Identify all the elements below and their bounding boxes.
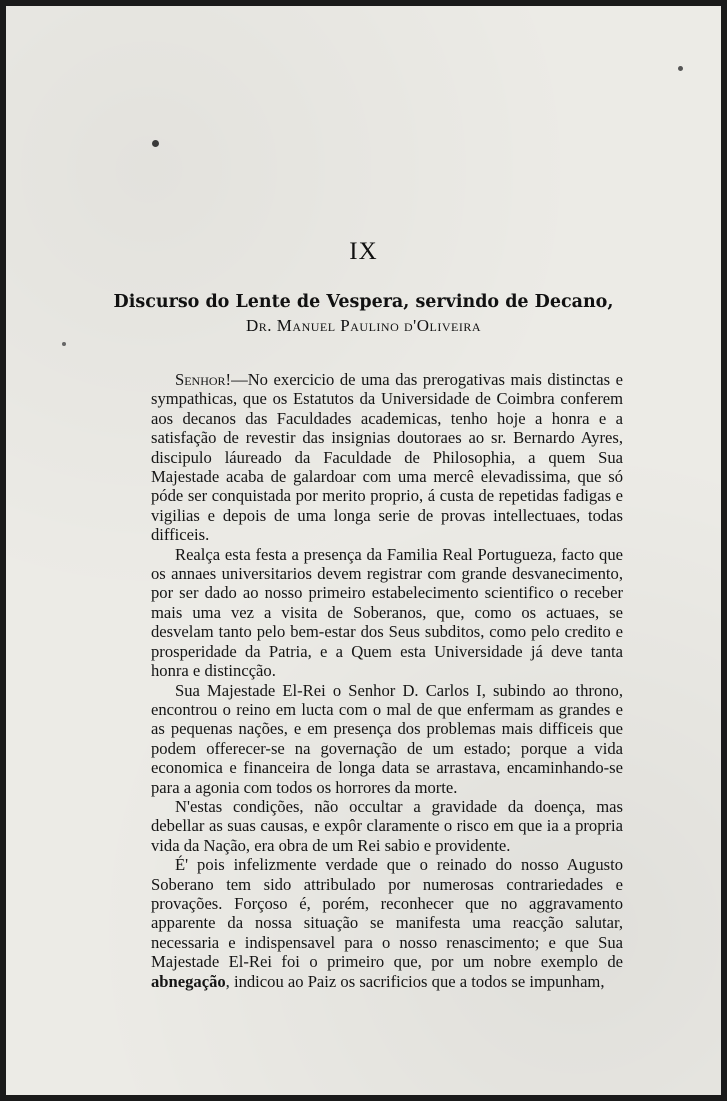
ink-spot <box>152 140 159 147</box>
paragraph-text: —No exercicio de uma das prerogativas mais distinctas e sympathicas, que os Estatutos da Universidade de Coimbra conferem aos decanos das Faculdades academicas, tenho hoje a honra e a satisfação de revestir das insignias doutoraes ao sr. Bernardo Ayres, discipulo láureado da Faculdade de Philosophia, a quem Sua Majestade acaba de galardoar com uma mercê elevadissima, que só póde ser conquistada por merito proprio, á custa de repetidas fadigas e vigilias e depois de uma longa serie de provas intellectuaes, todas difficeis. <box>151 370 623 545</box>
paragraph-4 <box>151 797 623 855</box>
paragraph-5 <box>151 855 623 991</box>
body-text <box>151 370 623 991</box>
paragraph-text: Realça esta festa a presença da Familia Real Portugueza, facto que os annaes universitarios devem registrar com grande desvanecimento, por ser dado ao nosso primeiro estabelecimento scientifico o receber mais uma vez a visita de Soberanos, que, como os actuaes, se desvelam tanto pelo bem-estar dos Seus subditos, como pelo credito e prosperidade da Patria, e a Quem esta Universidade já deve tanta honra e distincção. <box>151 544 623 681</box>
paragraph-text: Sua Majestade El-Rei o Senhor D. Carlos I, subindo ao throno, encontrou o reino em lucta com o mal de que enfermam as grandes e as pequenas nações, e em presença dos problemas mais difficeis que podem offerecer-se na governação de um estado; porque a vida economica e financeira de longa data se arrastava, encaminhando-se para a agonia com todos os horrores da morte. <box>151 680 623 797</box>
paragraph-2 <box>151 545 623 681</box>
document-page <box>6 6 721 1095</box>
paragraph-text: É' pois infelizmente verdade que o reinado do nosso Augusto Soberano tem sido attribulado por numerosas contrariedades e provações. Forçoso é, porém, reconhecer que no aggravamento apparente da nossa situação se manifesta uma reacção salutar, necessaria e indispensavel para o nosso renascimento; e que Sua Majestade El-Rei foi o primeiro que, por um nobre exemplo de <box>151 855 623 972</box>
speech-title: Discurso do Lente de Vespera, servindo de Decano, <box>113 292 614 312</box>
speech-author: Dr. Manuel Paulino d'Oliveira <box>246 316 481 335</box>
paragraph-3 <box>151 681 623 797</box>
chapter-number: IX <box>349 238 378 265</box>
paragraph-text: N'estas condições, não occultar a gravidade da doença, mas debellar as suas causas, e expôr claramente o risco em que ia a propria vida da Nação, era obra de um Rei sabio e providente. <box>151 796 623 855</box>
paragraph-1 <box>151 370 623 545</box>
ink-spot <box>62 342 66 346</box>
paragraph-tail: , indicou ao Paiz os sacrificios que a todos se impunham, <box>225 971 605 991</box>
bold-word: abnegação <box>151 971 226 991</box>
ink-spot <box>678 66 683 71</box>
salutation: Senhor! <box>175 370 232 389</box>
